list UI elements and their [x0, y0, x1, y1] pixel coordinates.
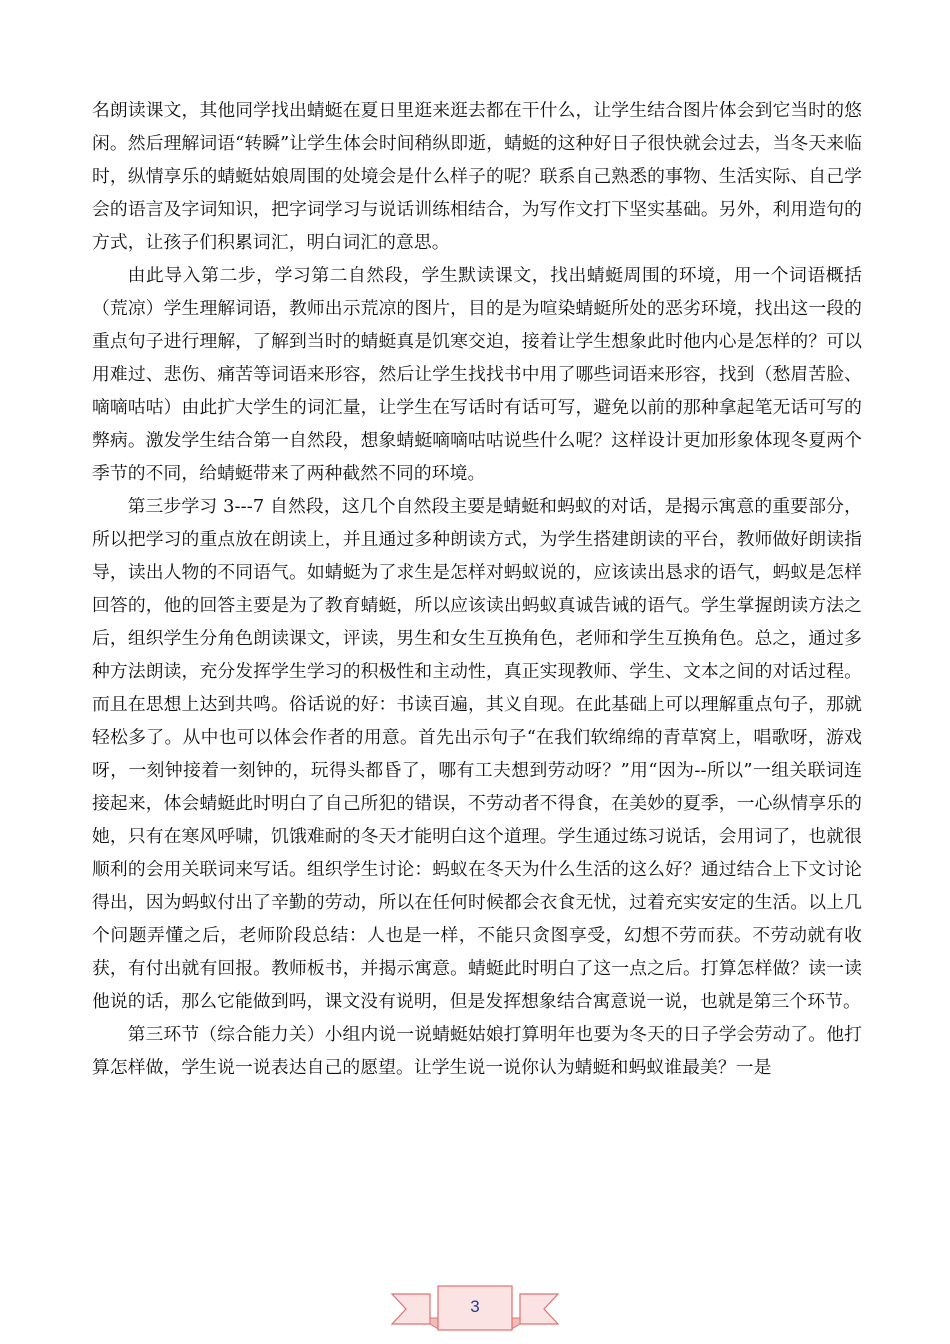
paragraph-2: 由此导入第二步，学习第二自然段，学生默读课文，找出蜻蜓周围的环境，用一个词语概括（荒凉）学生理解词语，教师出示荒凉的图片，目的是为喧染蜻蜓所处的恶劣环境，找出这一段的重点句子进行理解，了解到当时的蜻蜓真是饥寒交迫，接着让学生想象此时他内心是怎样的？可以用难过、悲伤、痛苦等词语来形容，然后让学生找找书中用了哪些词语来形容，找到（愁眉苦脸、嘀嘀咕咕）由此扩大学生的词汇量，让学生在写话时有话可写，避免以前的那种拿起笔无话可写的弊病。激发学生结合第一自然段，想象蜻蜓嘀嘀咕咕说些什么呢？这样设计更加形象体现冬夏两个季节的不同，给蜻蜓带来了两种截然不同的环境。: [92, 265, 862, 484]
paragraph-1: 名朗读课文，其他同学找出蜻蜓在夏日里逛来逛去都在干什么，让学生结合图片体会到它当时的悠闲。然后理解词语“转瞬”让学生体会时间稍纵即逝，蜻蜓的这种好日子很快就会过去，当冬天来临时，纵情享乐的蜻蜓姑娘周围的处境会是什么样子的呢？联系自己熟悉的事物、生活实际、自己学会的语言及字词知识，把字词学习与说话训练相结合，为写作文打下坚实基础。另外，利用造句的方式，让孩子们积累词汇，明白词汇的意思。: [92, 100, 862, 253]
paragraph-3: 第三步学习 3---7 自然段，这几个自然段主要是蜻蜓和蚂蚁的对话，是揭示寓意的重要部分，所以把学习的重点放在朗读上，并且通过多种朗读方式，为学生搭建朗读的平台，教师做好朗读指导，读出人物的不同语气。如蜻蜓为了求生是怎样对蚂蚁说的，应该读出恳求的语气，蚂蚁是怎样回答的，他的回答主要是为了教育蜻蜓，所以应该读出蚂蚁真诚告诫的语气。学生掌握朗读方法之后，组织学生分角色朗读课文，评读，男生和女生互换角色，老师和学生互换角色。总之，通过多种方法朗读，充分发挥学生学习的积极性和主动性，真正实现教师、学生、文本之间的对话过程。而且在思想上达到共鸣。俗话说的好：书读百遍，其义自现。在此基础上可以理解重点句子，那就轻松多了。从中也可以体会作者的用意。首先出示句子“在我们软绵绵的青草窝上，唱歌呀，游戏呀，一刻钟接着一刻钟的，玩得头都昏了，哪有工夫想到劳动呀？”用“因为--所以”一组关联词连接起来，体会蜻蜓此时明白了自己所犯的错误，不劳动者不得食，在美妙的夏季，一心纵情享乐的她，只有在寒风呼啸，饥饿难耐的冬天才能明白这个道理。学生通过练习说话，会用词了，也就很顺利的会用关联词来写话。组织学生讨论：蚂蚁在冬天为什么生活的这么好？通过结合上下文讨论得出，因为蚂蚁付出了辛勤的劳动，所以在任何时候都会衣食无忧，过着充实安定的生活。以上几个问题弄懂之后，老师阶段总结：人也是一样，不能只贪图享受，幻想不劳而获。不劳动就有收获，有付出就有回报。教师板书，并揭示寓意。蜻蜓此时明白了这一点之后。打算怎样做？读一读他说的话，那么它能做到吗，课文没有说明，但是发挥想象结合寓意说一说，也就是第三个环节。: [92, 496, 862, 1012]
ribbon-left-tail: [392, 1294, 430, 1324]
page-footer: [0, 1272, 950, 1342]
ribbon-right-tail: [520, 1294, 558, 1324]
page-number: 3: [470, 1297, 480, 1316]
document-body: [92, 94, 862, 1084]
paragraph-4: 第三环节（综合能力关）小组内说一说蜻蜓姑娘打算明年也要为冬天的日子学会劳动了。他打算怎样做，学生说一说表达自己的愿望。让学生说一说你认为蜻蜓和蚂蚁谁最美？一是: [92, 1024, 862, 1078]
